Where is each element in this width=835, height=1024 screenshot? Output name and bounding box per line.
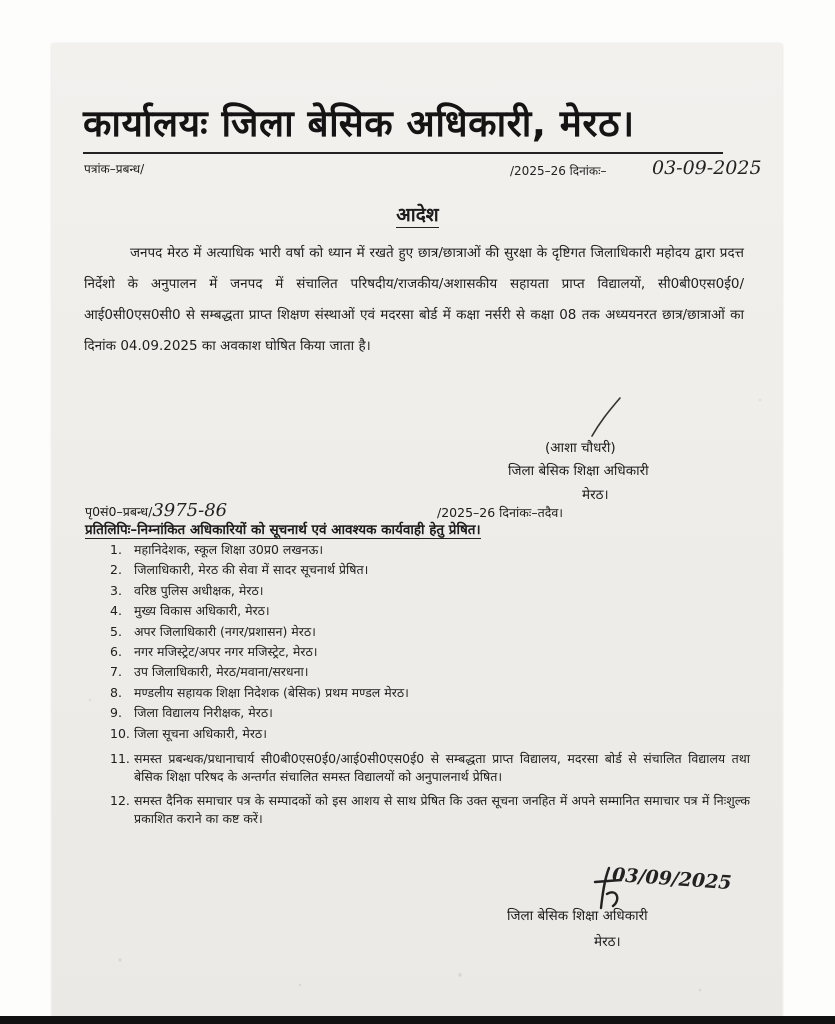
copy-recipient-number: 7.	[110, 664, 122, 680]
copy-recipient-number: 4.	[110, 603, 122, 619]
office-heading: कार्यालयः जिला बेसिक अधिकारी, मेरठ।	[83, 102, 635, 145]
copy-recipient-number: 9.	[110, 705, 122, 721]
copy-recipient-text: मुख्य विकास अधिकारी, मेरठ।	[134, 603, 270, 619]
copy-recipient-text: जिला विद्यालय निरीक्षक, मेरठ।	[134, 705, 273, 721]
copy-recipient-text: समस्त दैनिक समाचार पत्र के सम्पादकों को इस आशय से साथ प्रेषित कि उक्त सूचना जनहित में अपने सम्मानित समाचार पत्र में निःशुल्क प्रकाशित कराने का कष्ट करें।	[134, 793, 750, 827]
copy-recipient-text: महानिदेशक, स्कूल शिक्षा उ0प्र0 लखनऊ।	[134, 542, 324, 557]
copy-recipient-text: उप जिलाधिकारी, मेरठ/मवाना/सरधना।	[134, 664, 309, 680]
copy-recipient-text: समस्त प्रबन्धक/प्रधानाचार्य सी0बी0एस0ई0/आई0सी0एस0ई0 से सम्बद्धता प्राप्त विद्यालय, मदरसा बोर्ड से संचालित विद्यालय तथा बेसिक शिक्षा परिषद के अन्तर्गत संचालित समस्त विद्यालयों को अनुपालनार्थ प्रेषित।	[134, 751, 750, 785]
copy-heading: प्रतिलिपिः–निम्नांकित अधिकारियों को सूचनार्थ एवं आवश्यक कार्यवाही हेतु प्रेषित।	[85, 522, 481, 538]
copy-recipient-number: 3.	[110, 582, 122, 598]
copy-recipient-number: 8.	[110, 684, 122, 700]
signatory-title: जिला बेसिक शिक्षा अधिकारी	[508, 463, 649, 479]
copy-recipient-text: अपर जिलाधिकारी (नगर/प्रशासन) मेरठ।	[134, 623, 316, 639]
copy-recipient-number: 1.	[110, 542, 122, 557]
order-title-text: आदेश	[396, 204, 439, 226]
footer-signatory-title: जिला बेसिक शिक्षा अधिकारी	[507, 908, 648, 924]
copy-recipient-number: 6.	[110, 644, 122, 660]
signatory-name: (आशा चौधरी)	[545, 440, 616, 456]
copy-reference-date: /2025–26 दिनांकः–तदैव।	[437, 505, 564, 520]
copy-recipient-number: 5.	[110, 623, 122, 639]
bottom-edge	[0, 1016, 835, 1024]
copy-recipient-text: वरिष्ठ पुलिस अधीक्षक, मेरठ।	[134, 582, 264, 598]
copy-recipient-number: 12.	[110, 793, 130, 809]
reference-date-label: /2025–26 दिनांकः–	[510, 164, 607, 178]
reference-number-label: पत्रांक–प्रबन्ध/	[84, 162, 145, 176]
copy-recipient-text: जिला सूचना अधिकारी, मेरठ।	[134, 725, 267, 741]
handwritten-date: 03-09-2025	[652, 157, 762, 179]
copy-recipient-text: नगर मजिस्ट्रेट/अपर नगर मजिस्ट्रेट, मेरठ।	[134, 644, 318, 660]
copy-recipient-text: मण्डलीय सहायक शिक्षा निदेशक (बेसिक) प्रथम मण्डल मेरठ।	[134, 684, 409, 700]
copy-recipient-number: 2.	[110, 562, 122, 578]
handwritten-reference-number: 3975-86	[152, 500, 228, 521]
copy-recipient-number: 11.	[110, 751, 130, 767]
copy-recipient-number: 10.	[110, 725, 130, 741]
order-body-text: जनपद मेरठ में अत्याधिक भारी वर्षा को ध्यान में रखते हुए छात्र/छात्राओं की सुरक्षा के दृष्टिगत जिलाधिकारी महोदय द्वारा प्रदत्त निर्देशो के अनुपालन में जनपद में संचालित परिषदीय/राजकीय/अशासकीय सहायता प्राप्त विद्यालयों, सी0बी0एस0ई0/आई0सी0एस0सी0 से सम्बद्धता प्राप्त शिक्षण संस्थाओं एवं मदरसा बोर्ड में कक्षा नर्सरी से कक्षा 08 तक अध्ययनरत छात्र/छात्राओं का दिनांक 04.09.2025 का अवकाश घोषित किया जाता है।	[84, 245, 744, 354]
handwritten-signature-date: 03/09/2025	[611, 863, 733, 895]
copy-reference-label: पृ0सं0–प्रबन्ध/	[85, 504, 153, 519]
footer-signatory-place: मेरठ।	[594, 934, 621, 950]
copy-recipient-text: जिलाधिकारी, मेरठ की सेवा में सादर सूचनार्थ प्रेषित।	[134, 562, 369, 578]
signatory-place: मेरठ।	[582, 487, 609, 503]
